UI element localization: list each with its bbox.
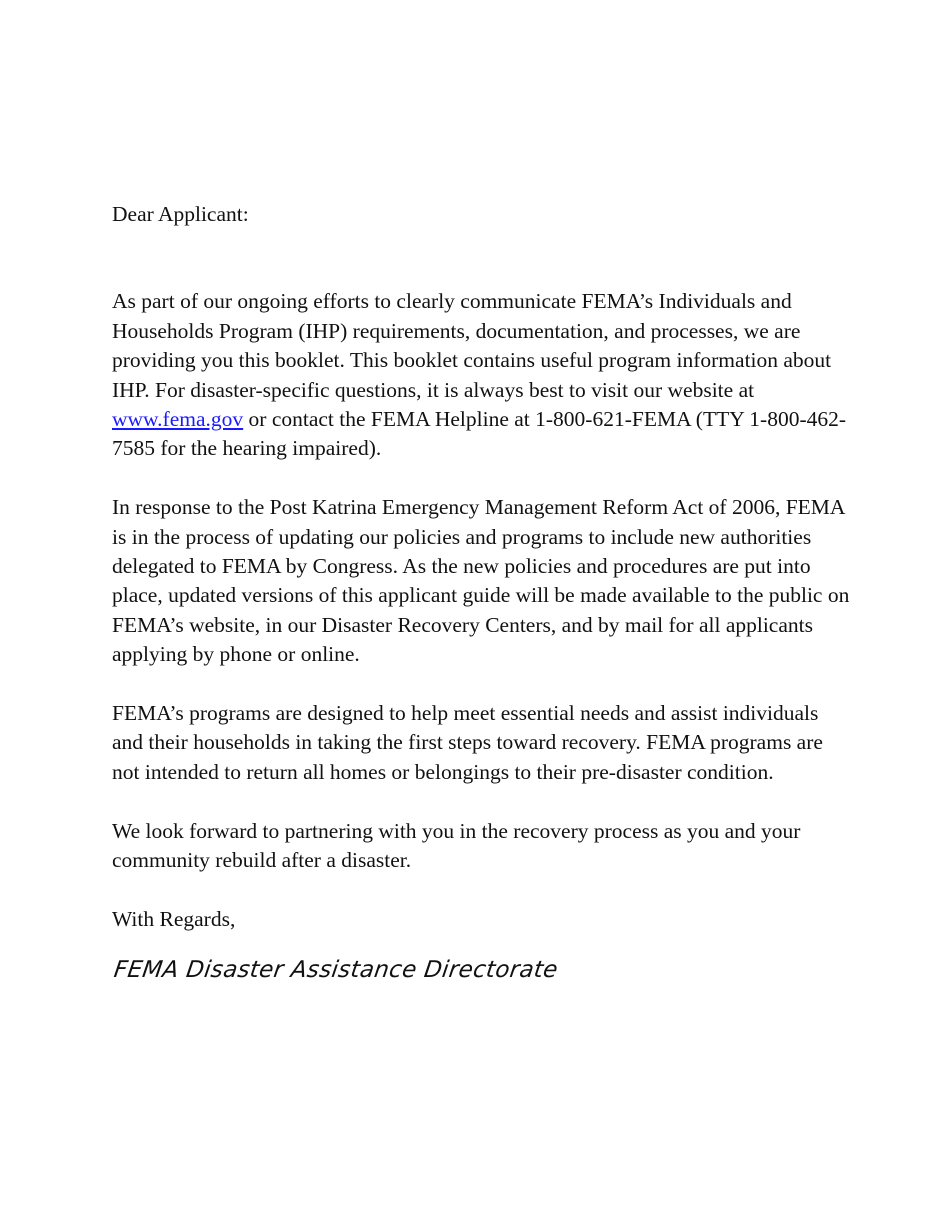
paragraph-intro (112, 287, 852, 463)
fema-website-link[interactable]: www.fema.gov (112, 407, 244, 432)
paragraph-reform-act: In response to the Post Katrina Emergency Management Reform Act of 2006, FEMA is in the process of updating our policies and programs to include new authorities delegated to FEMA by Congress. As the new policies and procedures are put into place, updated versions of this applicant guide will be made available to the public on FEMA’s website, in our Disaster Recovery Centers, and by mail for all applicants applying by phone or online. (112, 495, 850, 667)
letter-body (112, 200, 852, 986)
paragraph-programs: FEMA’s programs are designed to help meet essential needs and assist individuals and their households in taking the first steps toward recovery. FEMA programs are not intended to return all homes or belongings to their pre-disaster condition. (112, 701, 823, 784)
closing: With Regards, (112, 906, 236, 931)
paragraph-intro-text-start: As part of our ongoing efforts to clearly communicate FEMA’s Individuals and Households Program (IHP) requirements, documentation, and processes, we are providing you this booklet. This booklet contains useful program information about IHP. For disaster-specific questions, it is always best to visit our website at (112, 289, 832, 402)
paragraph-intro-text-end: or contact the FEMA Helpline at 1-800-621-FEMA (TTY 1-800-462-7585 for the hearing impaired). (112, 407, 847, 461)
paragraph-partnering: We look forward to partnering with you in the recovery process as you and your community rebuild after a disaster. (112, 818, 801, 873)
salutation: Dear Applicant: (112, 202, 249, 226)
signature: FEMA Disaster Assistance Directorate (112, 957, 560, 984)
